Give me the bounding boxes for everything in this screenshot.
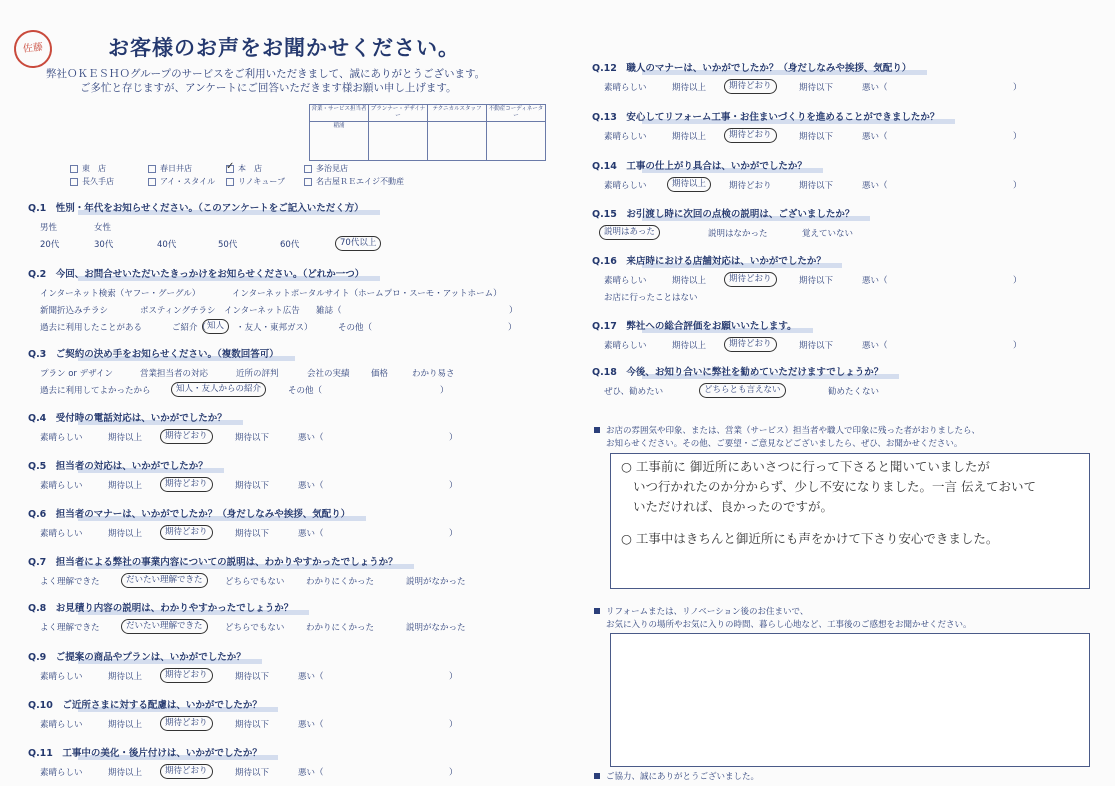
question-heading: Q.2 今回、お問合せいただいたきっかけをお知らせください。（どれか一つ） <box>28 266 370 280</box>
option-label[interactable]: 期待どおり <box>729 181 772 191</box>
option-label[interactable]: 期待以上 <box>108 529 143 539</box>
selected-option[interactable]: 期待どおり <box>160 668 213 683</box>
store-option[interactable] <box>148 175 226 188</box>
option-label[interactable]: 説明はなかった <box>708 229 768 239</box>
option-label[interactable]: 期待以上 <box>108 720 143 730</box>
option-label[interactable]: 素晴らしい <box>40 433 83 443</box>
checkbox[interactable] <box>226 178 234 186</box>
bracket-close: ） <box>449 433 458 443</box>
handwriting-line: ○ 工事前に 御近所にあいさつに行って下さると聞いていましたが <box>621 459 990 474</box>
option-label[interactable]: どちらでもない <box>225 577 285 587</box>
staff-header: 営業・サービス担当者 <box>310 105 369 122</box>
selected-option[interactable]: 期待以上 <box>667 177 711 192</box>
question-heading: Q.13 安心してリフォーム工事・お住まいづくりを進めることができましたか？ <box>592 109 945 123</box>
store-option[interactable] <box>304 162 404 175</box>
question-block <box>592 364 889 397</box>
question-block <box>28 410 458 443</box>
bracket-close: ） <box>1013 132 1022 142</box>
staff-value-sales[interactable]: 稲浦 <box>310 122 369 161</box>
option-label[interactable]: 素晴らしい <box>40 720 83 730</box>
question-block <box>28 200 377 250</box>
staff-header: テクニカルスタッフ <box>428 105 487 122</box>
checkbox[interactable] <box>226 165 234 173</box>
option-label[interactable]: 覚えていない <box>802 229 854 239</box>
option-label[interactable]: 期待以下 <box>799 341 834 351</box>
question-block <box>28 266 518 333</box>
question-block <box>28 346 455 396</box>
option-label[interactable]: 雑誌（ <box>316 306 342 316</box>
option-label[interactable]: 期待以上 <box>672 132 707 142</box>
option-label[interactable]: わかり易さ <box>412 369 455 379</box>
option-label[interactable]: 期待以下 <box>235 433 270 443</box>
selected-option[interactable]: 期待どおり <box>724 272 777 287</box>
question-block <box>592 206 860 239</box>
thanks-text: ご協力、誠にありがとうございました。 <box>594 770 759 782</box>
option-label[interactable]: 素晴らしい <box>604 83 647 93</box>
bracket-close: ） <box>449 672 458 682</box>
intro-text <box>46 67 485 95</box>
option-label[interactable]: 会社の実績 <box>307 369 350 379</box>
option-label[interactable]: 悪い（ <box>298 481 324 491</box>
option-label[interactable]: ぜひ、勧めたい <box>604 387 664 397</box>
option-label[interactable]: 期待以下 <box>799 83 834 93</box>
option-row <box>592 385 889 397</box>
comment2-box[interactable] <box>610 633 1090 767</box>
option-row <box>28 238 377 250</box>
option-label[interactable]: よく理解できた <box>40 577 100 587</box>
bracket-close: ） <box>508 323 517 333</box>
square-bullet-icon <box>594 427 600 433</box>
store-label: 長久手店 <box>82 177 114 186</box>
option-row <box>592 227 860 239</box>
question-block <box>592 109 1022 142</box>
option-label[interactable]: 女性 <box>94 223 112 233</box>
option-label[interactable]: 期待以上 <box>108 672 143 682</box>
option-label[interactable]: 期待以下 <box>235 768 270 778</box>
checkbox[interactable] <box>148 165 156 173</box>
selected-option[interactable]: 期待どおり <box>160 429 213 444</box>
option-label[interactable]: 期待以上 <box>672 83 707 93</box>
bracket-close: ） <box>1013 341 1022 351</box>
option-label[interactable]: 悪い（ <box>298 433 324 443</box>
option-label[interactable]: 素晴らしい <box>604 132 647 142</box>
question-block <box>592 158 1022 191</box>
option-row <box>592 274 1022 286</box>
option-label[interactable]: 60代 <box>280 240 300 250</box>
handwriting-line: いつ行かれたのか分からず、少し不安になりました。一言 伝えておいて <box>633 479 1036 494</box>
square-bullet-icon <box>594 608 600 614</box>
selected-option[interactable]: 期待どおり <box>160 716 213 731</box>
selected-option[interactable]: 知人・友人からの紹介 <box>171 382 266 397</box>
question-block <box>592 60 1022 93</box>
question-block <box>28 697 458 730</box>
selected-option[interactable]: 期待どおり <box>724 337 777 352</box>
square-bullet-icon <box>594 773 600 779</box>
selected-option[interactable]: だいたい理解できた <box>121 573 208 588</box>
selected-option[interactable]: 期待どおり <box>160 525 213 540</box>
option-row <box>28 431 458 443</box>
question-heading: Q.9 ご提案の商品やプランは、いかがでしたか？ <box>28 649 252 663</box>
store-option[interactable] <box>70 175 148 188</box>
option-label[interactable]: 男性 <box>40 223 58 233</box>
question-block <box>28 649 458 682</box>
selected-option[interactable]: だいたい理解できた <box>121 619 208 634</box>
question-heading: Q.12 職人のマナーは、いかがでしたか？（身だしなみや挨拶、気配り） <box>592 60 917 74</box>
option-label[interactable]: 悪い（ <box>862 341 888 351</box>
intro-line: 弊社ＯＫＥＳＨＯグループのサービスをご利用いただきまして、誠にありがとうございます。 <box>46 68 486 80</box>
option-label[interactable]: インターネット検索（ヤフー・グーグル） <box>40 289 201 299</box>
option-label[interactable]: 悪い（ <box>862 276 888 286</box>
option-label[interactable]: お店に行ったことはない <box>604 293 698 303</box>
store-row <box>70 175 404 188</box>
comment2-label: リフォームまたは、リノベーション後のお住まいで、 お気に入りの場所やお気に入りの時間、暮らし心地など、工事後のご感想をお聞かせください。 <box>594 606 972 632</box>
question-block <box>28 600 466 633</box>
intro-line: ご多忙と存じますが、アンケートにご回答いただきます様お願い申し上げます。 <box>80 82 457 94</box>
bracket-close: ） <box>509 306 518 316</box>
option-row <box>28 287 502 299</box>
option-label[interactable]: 素晴らしい <box>40 768 83 778</box>
option-label[interactable]: 期待以上 <box>108 433 143 443</box>
option-row <box>28 670 458 682</box>
option-label[interactable]: 40代 <box>157 240 177 250</box>
question-heading: Q.14 工事の仕上がり具合は、いかがでしたか？ <box>592 158 813 172</box>
comment1-box[interactable] <box>610 453 1090 589</box>
option-label[interactable]: プラン or デザイン <box>40 369 114 379</box>
option-label[interactable]: どちらでもない <box>225 623 285 633</box>
question-heading: Q.18 今後、お知り合いに弊社を勧めていただけますでしょうか？ <box>592 364 889 378</box>
question-heading: Q.15 お引渡し時に次回の点検の説明は、ございましたか？ <box>592 206 860 220</box>
option-label[interactable]: 期待以上 <box>108 481 143 491</box>
option-label[interactable]: 素晴らしい <box>40 481 83 491</box>
question-block <box>28 458 458 491</box>
store-checklist <box>70 162 404 188</box>
option-label[interactable]: 30代 <box>94 240 114 250</box>
store-label: 名古屋ＲＥエイジ不動産 <box>316 177 404 186</box>
option-row <box>28 575 466 587</box>
option-label[interactable]: インターネットポータルサイト（ホームプロ・スーモ・アットホーム） <box>232 289 502 299</box>
option-label[interactable]: 期待以下 <box>799 132 834 142</box>
staff-header: 不動産コーディネーター <box>487 105 546 122</box>
option-row <box>592 130 1022 142</box>
option-label[interactable]: 過去に利用したことがある <box>40 323 143 333</box>
option-row <box>28 321 517 333</box>
question-heading: Q.16 来店時における店舗対応は、いかがでしたか？ <box>592 253 832 267</box>
selected-option[interactable]: 期待どおり <box>160 764 213 779</box>
selected-option[interactable]: 説明はあった <box>599 225 660 240</box>
option-row <box>28 367 455 379</box>
staff-table <box>309 104 546 161</box>
option-label[interactable]: インターネット広告 <box>224 306 300 316</box>
option-label[interactable]: 期待以下 <box>235 481 270 491</box>
question-block <box>28 554 466 587</box>
bracket-close: ） <box>1013 276 1022 286</box>
option-label[interactable]: 過去に利用してよかったから <box>40 386 151 396</box>
option-label[interactable]: 近所の評判 <box>236 369 279 379</box>
option-row <box>28 527 458 539</box>
option-row <box>28 718 458 730</box>
question-heading: Q.1 性別・年代をお知らせください。（このアンケートをご記入いただく方） <box>28 200 370 214</box>
option-label[interactable]: 期待以上 <box>672 341 707 351</box>
option-label[interactable]: わかりにくかった <box>306 577 375 587</box>
checkbox[interactable] <box>70 165 78 173</box>
question-block <box>28 506 458 539</box>
option-row <box>592 339 1022 351</box>
bracket-close: ） <box>1013 181 1022 191</box>
bracket-close: ） <box>449 529 458 539</box>
option-label[interactable]: その他（ <box>338 323 373 333</box>
checkbox[interactable] <box>304 178 312 186</box>
option-label[interactable]: ポスティングチラシ <box>140 306 216 316</box>
option-label[interactable]: 価格 <box>371 369 389 379</box>
staff-value-technical[interactable] <box>428 122 487 161</box>
option-row <box>592 81 1022 93</box>
staff-header: プランナー・デザイナー <box>369 105 428 122</box>
question-heading: Q.11 工事中の美化・後片付けは、いかがでしたか？ <box>28 745 268 759</box>
option-label[interactable]: 期待以上 <box>108 768 143 778</box>
bracket-close: ） <box>1013 83 1022 93</box>
option-label[interactable]: 素晴らしい <box>604 276 647 286</box>
store-label: リノキューブ <box>238 177 285 186</box>
checkbox[interactable] <box>304 165 312 173</box>
selected-option[interactable]: 70代以上 <box>335 236 381 251</box>
option-label[interactable]: 素晴らしい <box>604 341 647 351</box>
option-label[interactable]: 勧めたくない <box>828 387 880 397</box>
question-block <box>592 318 1022 351</box>
option-row <box>28 221 370 233</box>
option-label[interactable]: 悪い（ <box>862 132 888 142</box>
checkbox[interactable] <box>148 178 156 186</box>
store-option[interactable] <box>148 162 226 175</box>
store-option[interactable] <box>304 175 404 188</box>
option-label[interactable]: 期待以下 <box>799 181 834 191</box>
option-label[interactable]: 悪い（ <box>862 83 888 93</box>
bracket-close: ） <box>449 481 458 491</box>
question-heading: Q.17 弊社への総合評価をお願いいたします。 <box>592 318 803 332</box>
option-row <box>28 479 458 491</box>
question-heading: Q.6 担当者のマナーは、いかがでしたか？（身だしなみや挨拶、気配り） <box>28 506 356 520</box>
checkbox[interactable] <box>70 178 78 186</box>
selected-option[interactable]: 期待どおり <box>724 79 777 94</box>
question-heading: Q.10 ご近所さまに対する配慮は、いかがでしたか？ <box>28 697 268 711</box>
question-heading: Q.7 担当者による弊社の事業内容についての説明は、わかりやすかったでしょうか？ <box>28 554 404 568</box>
option-label[interactable]: ・友人・東邦ガス） <box>236 323 313 333</box>
option-label[interactable]: 50代 <box>218 240 238 250</box>
option-label[interactable]: 悪い（ <box>298 672 324 682</box>
store-label: 東 店 <box>82 164 106 173</box>
store-label: 春日井店 <box>160 164 192 173</box>
option-label[interactable]: 期待以下 <box>799 276 834 286</box>
comment1-label: お店の雰囲気や印象、または、営業（サービス）担当者や職人で印象に残った者がおりましたら、 お知らせください。その他、ご要望・ご意見などございましたら、ぜひ、お聞かせください。 <box>594 425 980 451</box>
page-title: お客様のお声をお聞かせください。 <box>108 36 460 60</box>
question-heading: Q.8 お見積り内容の説明は、わかりやすかったでしょうか？ <box>28 600 299 614</box>
option-label[interactable]: わかりにくかった <box>306 623 375 633</box>
selected-option[interactable]: 期待どおり <box>160 477 213 492</box>
option-label[interactable]: ご紹介（ <box>172 323 207 333</box>
bracket-close: ） <box>449 720 458 730</box>
option-label[interactable]: 期待以上 <box>672 276 707 286</box>
bracket-close: ） <box>449 768 458 778</box>
staff-value-planner[interactable] <box>369 122 428 161</box>
option-row <box>28 766 458 778</box>
handwriting-line: ○ 工事中はきちんと御近所にも声をかけて下さり安心できました。 <box>621 531 999 546</box>
option-label[interactable]: 悪い（ <box>298 720 324 730</box>
option-label[interactable]: 悪い（ <box>862 181 888 191</box>
store-option[interactable] <box>226 162 304 175</box>
option-label[interactable]: 悪い（ <box>298 529 324 539</box>
option-label[interactable]: よく理解できた <box>40 623 100 633</box>
option-label[interactable]: 期待以下 <box>235 720 270 730</box>
store-option[interactable] <box>70 162 148 175</box>
question-heading: Q.4 受付時の電話対応は、いかがでしたか？ <box>28 410 233 424</box>
option-row <box>28 621 466 633</box>
option-label[interactable]: 素晴らしい <box>40 672 83 682</box>
store-option[interactable] <box>226 175 304 188</box>
option-label[interactable]: 素晴らしい <box>604 181 647 191</box>
store-label: 多治見店 <box>316 164 348 173</box>
store-label: 本 店 <box>238 164 262 173</box>
question-heading: Q.3 ご契約の決め手をお知らせください。（複数回答可） <box>28 346 285 360</box>
option-label[interactable]: 説明がなかった <box>406 577 466 587</box>
option-label[interactable]: 期待以下 <box>235 529 270 539</box>
question-block <box>28 745 458 778</box>
option-label[interactable]: 営業担当者の対応 <box>140 369 209 379</box>
store-row <box>70 162 404 175</box>
option-label[interactable]: 期待以下 <box>235 672 270 682</box>
option-label[interactable]: 悪い（ <box>298 768 324 778</box>
option-row <box>592 291 832 303</box>
option-row <box>28 384 449 396</box>
handwriting-line: いただければ、良かったのですが。 <box>633 499 834 514</box>
seal-stamp: 佐藤 <box>12 28 54 70</box>
option-row <box>592 179 1022 191</box>
option-label[interactable]: 20代 <box>40 240 60 250</box>
option-label[interactable]: 説明がなかった <box>406 623 466 633</box>
selected-option[interactable]: 知人 <box>202 319 229 334</box>
question-block <box>592 253 1022 303</box>
selected-option[interactable]: 期待どおり <box>724 128 777 143</box>
option-label[interactable]: その他（ <box>288 386 323 396</box>
question-heading: Q.5 担当者の対応は、いかがでしたか？ <box>28 458 214 472</box>
option-label[interactable]: 新聞折込みチラシ <box>40 306 109 316</box>
selected-option[interactable]: どちらとも言えない <box>699 383 786 398</box>
staff-value-realestate[interactable] <box>487 122 546 161</box>
bracket-close: ） <box>440 386 449 396</box>
option-row <box>28 304 518 316</box>
option-label[interactable]: 素晴らしい <box>40 529 83 539</box>
store-label: アイ・スタイル <box>160 177 216 186</box>
